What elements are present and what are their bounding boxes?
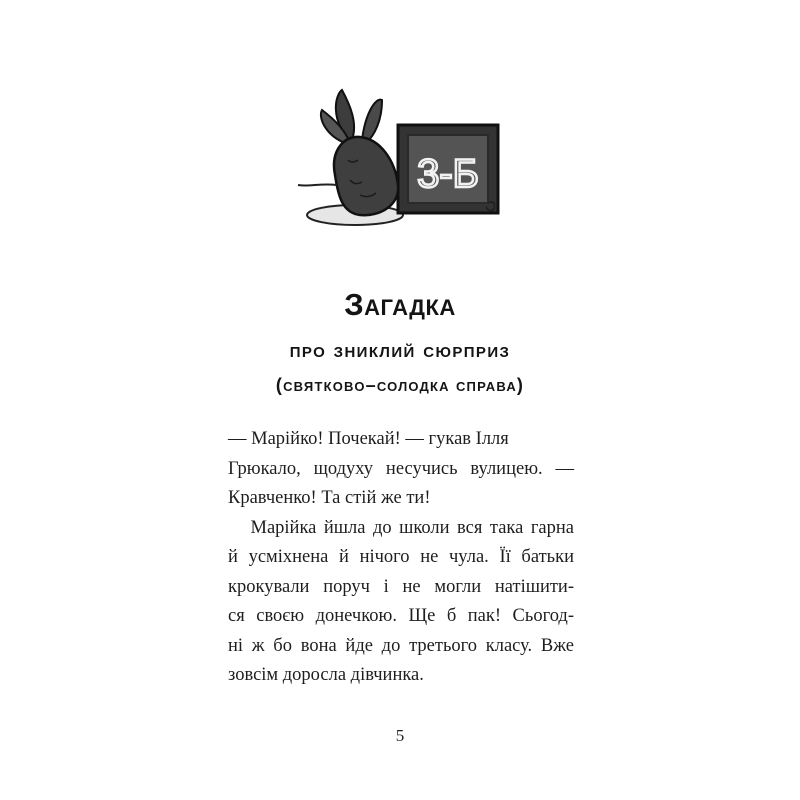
text-line: — Марійко! Почекай! — гукав Ілля bbox=[228, 429, 509, 449]
text-line: Марійка йшла до школи вся така гарна bbox=[228, 517, 574, 538]
text-line: Грюкало, щодуху несучись вулицею. — bbox=[228, 458, 574, 479]
text-line: крокували поруч і не могли натішити- bbox=[228, 576, 574, 597]
chapter-subtitle: про зниклий сюрприз bbox=[289, 337, 511, 362]
text-line: ся своєю донечкою. Ще б пак! Сьогод- bbox=[228, 606, 574, 626]
chapter-title: Загадка bbox=[344, 287, 456, 322]
text-line: й усміхнена й нічого не чула. Її батьки bbox=[228, 547, 574, 567]
page-number: 5 bbox=[395, 726, 405, 745]
beet-leaves-icon bbox=[321, 90, 382, 143]
text-line: ні ж бо вона йде до третього класу. Вже bbox=[228, 635, 574, 656]
beet-root-icon bbox=[298, 184, 337, 185]
text-line: зовсім доросла дівчинка. bbox=[228, 665, 424, 685]
board-label: 3-Б bbox=[417, 152, 479, 196]
beet-body-icon bbox=[334, 137, 398, 215]
body-text bbox=[228, 425, 574, 691]
chapter-tagline: (святково–солодка справа) bbox=[275, 375, 525, 395]
chapter-illustration bbox=[290, 85, 510, 245]
text-line: Кравченко! Та стій же ти! bbox=[228, 488, 431, 508]
chalkboard-icon bbox=[398, 125, 498, 213]
